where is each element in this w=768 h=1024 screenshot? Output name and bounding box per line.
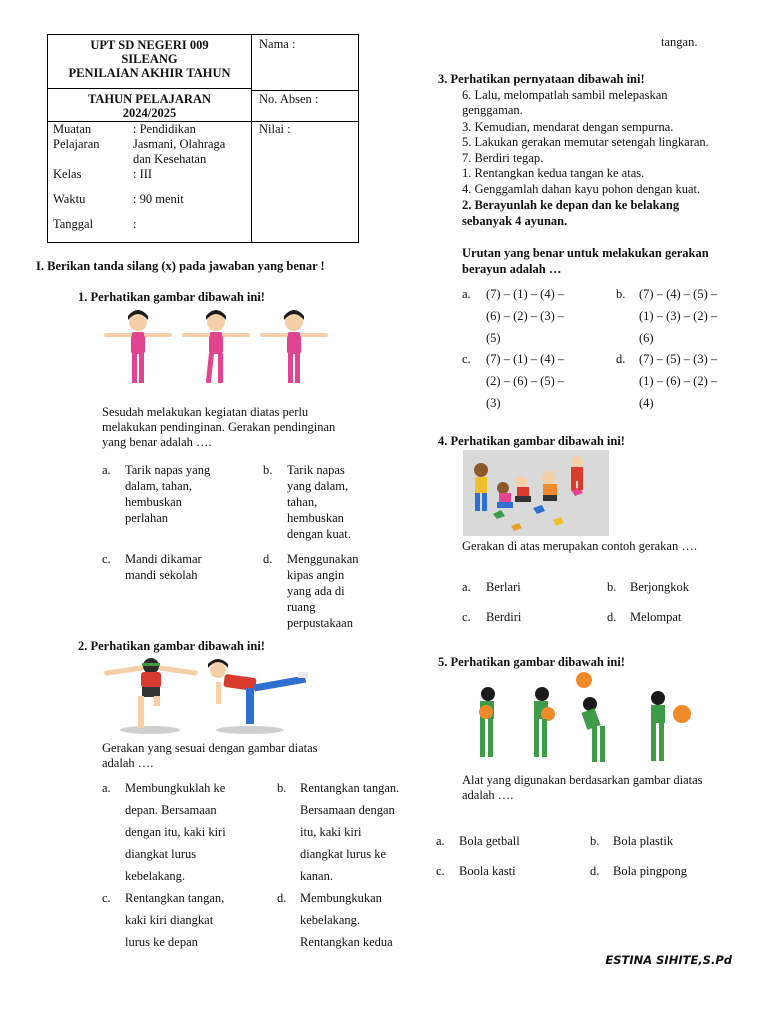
option-line: (7) – (5) – (3) – — [639, 352, 718, 366]
q3-option-d-letter[interactable]: d. — [616, 352, 626, 366]
school-name: UPT SD NEGERI 009 — [90, 38, 209, 52]
option-line: Rentangkan tangan, — [125, 891, 225, 905]
q5-option-d[interactable]: Bola pingpong — [613, 864, 687, 878]
q5-option-c[interactable]: Boola kasti — [459, 864, 516, 878]
kelas-label: Kelas — [53, 167, 82, 181]
q2-text: adalah …. — [102, 756, 154, 770]
q5-option-a-letter[interactable]: a. — [436, 834, 445, 848]
option-line: dengan itu, kaki kiri — [125, 825, 226, 839]
q2-text: Gerakan yang sesuai dengan gambar diatas — [102, 741, 318, 755]
q4-option-b-letter[interactable]: b. — [607, 580, 617, 594]
q4-option-c[interactable]: Berdiri — [486, 610, 522, 624]
q4-option-a-letter[interactable]: a. — [462, 580, 471, 594]
option-line: kanan. — [300, 869, 333, 883]
q3-option-d[interactable] — [639, 348, 717, 414]
section-instruction: I. Berikan tanda silang (x) pada jawaban yang benar ! — [36, 259, 325, 273]
option-line: Membungkukan — [300, 891, 382, 905]
option-line: mandi sekolah — [125, 568, 198, 582]
q2-option-d-continued: tangan. — [661, 35, 698, 49]
option-line: hembuskan — [125, 495, 182, 509]
child-figure-balance — [104, 658, 198, 728]
option-line: yang ada di — [287, 584, 345, 598]
q3-statement: genggaman. — [462, 103, 523, 117]
option-line: (7) – (4) – (5) – — [639, 287, 718, 301]
option-line: itu, kaki kiri — [300, 825, 362, 839]
q3-option-c-letter[interactable]: c. — [462, 352, 471, 366]
child-figure — [542, 471, 557, 501]
q3-statement: 3. Kemudian, mendarat dengan sempurna. — [462, 120, 674, 134]
option-line: diangkat lurus ke — [300, 847, 387, 861]
q1-option-a[interactable] — [125, 462, 210, 526]
muatan-value: : Pendidikan — [133, 122, 196, 136]
q5-option-c-letter[interactable]: c. — [436, 864, 445, 878]
q2-option-c[interactable] — [125, 887, 224, 953]
child-figure — [182, 310, 250, 383]
q3-option-b-letter[interactable]: b. — [616, 287, 626, 301]
q5-text: adalah …. — [462, 788, 514, 802]
option-line: diangkat lurus — [125, 847, 197, 861]
q1-text: melakukan pendinginan. Gerakan pendinginan — [102, 420, 336, 434]
q3-option-b[interactable] — [639, 283, 717, 349]
q2-option-a-letter[interactable]: a. — [102, 781, 111, 795]
school-location: SILEANG — [121, 52, 178, 66]
pelajaran-label: Pelajaran — [53, 137, 100, 151]
q4-option-b[interactable]: Berjongkok — [630, 580, 690, 594]
option-line: (4) — [639, 396, 654, 410]
q5-option-d-letter[interactable]: d. — [590, 864, 600, 878]
option-line: Menggunakan — [287, 552, 359, 566]
header-rule — [48, 121, 358, 122]
option-line: kaki kiri diangkat — [125, 913, 214, 927]
option-line: Rentangkan tangan. — [300, 781, 400, 795]
q3-statement: 6. Lalu, melompatlah sambil melepaskan — [462, 88, 668, 102]
header-rule — [48, 88, 251, 89]
q1-title: 1. Perhatikan gambar dibawah ini! — [78, 290, 265, 304]
q4-jumping-illustration — [463, 450, 609, 536]
waktu-value: : 90 menit — [133, 192, 184, 206]
child-figure-balance — [208, 659, 308, 724]
absen-field[interactable]: No. Absen : — [259, 92, 319, 106]
q2-option-a[interactable] — [125, 777, 226, 887]
q3-option-a[interactable] — [486, 283, 564, 349]
waktu-label: Waktu — [53, 192, 86, 206]
header-rule — [251, 90, 358, 91]
q3-statement: 7. Berdiri tegap. — [462, 151, 544, 165]
q4-text: Gerakan di atas merupakan contoh gerakan …. — [462, 539, 697, 553]
q1-option-c[interactable] — [125, 551, 202, 583]
option-line: (6) – (2) – (3) – — [486, 309, 565, 323]
option-line: (6) — [639, 331, 654, 345]
option-line: (7) – (1) – (4) – — [486, 352, 565, 366]
option-line: (2) – (6) – (5) – — [486, 374, 565, 388]
q5-text: Alat yang digunakan berdasarkan gambar diatas — [462, 773, 703, 787]
q1-option-b-letter[interactable]: b. — [263, 463, 273, 477]
q1-text: Sesudah melakukan kegiatan diatas perlu — [102, 405, 309, 419]
q1-option-b[interactable] — [287, 462, 351, 542]
q3-statement: 1. Rentangkan kedua tangan ke atas. — [462, 166, 645, 180]
muatan-label: Muatan — [53, 122, 92, 136]
exam-title: PENILAIAN AKHIR TAHUN — [68, 66, 231, 80]
q2-title: 2. Perhatikan gambar dibawah ini! — [78, 639, 265, 653]
tanggal-label: Tanggal — [53, 217, 94, 231]
option-line: dengan kuat. — [287, 527, 351, 541]
q5-ball-illustration — [466, 670, 698, 770]
option-line: kipas angin — [287, 568, 345, 582]
child-figure-with-ball — [479, 687, 495, 757]
nama-field[interactable]: Nama : — [259, 37, 296, 51]
option-line: depan. Bersamaan — [125, 803, 217, 817]
option-line: hembuskan — [287, 511, 344, 525]
q4-option-d-letter[interactable]: d. — [607, 610, 617, 624]
option-line: perlahan — [125, 511, 169, 525]
q4-option-c-letter[interactable]: c. — [462, 610, 471, 624]
child-figure — [104, 310, 172, 383]
option-line: Bersamaan dengan — [300, 803, 395, 817]
q2-option-d[interactable] — [300, 887, 393, 953]
q1-option-c-letter[interactable]: c. — [102, 552, 111, 566]
q4-option-d[interactable]: Melompat — [630, 610, 682, 624]
option-line: (1) – (3) – (2) – — [639, 309, 718, 323]
kelas-value: : III — [133, 167, 153, 181]
q2-balance-illustration — [100, 654, 318, 736]
author-signature: ESTINA SIHITE,S.Pd — [605, 953, 732, 967]
option-line: Rentangkan kedua — [300, 935, 393, 949]
q3-option-a-letter[interactable]: a. — [462, 287, 471, 301]
q5-option-b-letter[interactable]: b. — [590, 834, 600, 848]
q1-exercise-illustration — [100, 306, 330, 390]
q3-title: 3. Perhatikan pernyataan dibawah ini! — [438, 72, 645, 86]
option-line: tahan, — [287, 495, 318, 509]
option-line: perpustakaan — [287, 616, 353, 630]
q5-title: 5. Perhatikan gambar dibawah ini! — [438, 655, 625, 669]
q2-option-d-letter[interactable]: d. — [277, 891, 287, 905]
q1-option-a-letter[interactable]: a. — [102, 463, 111, 477]
q3-prompt: berayun adalah … — [462, 262, 562, 276]
child-figure-with-ball — [576, 672, 605, 762]
q1-option-d[interactable] — [287, 551, 359, 631]
child-figure-with-ball — [534, 687, 555, 757]
muatan-value: dan Kesehatan — [133, 152, 207, 166]
year-value: 2024/2025 — [122, 106, 177, 120]
q3-option-c[interactable] — [486, 348, 564, 414]
q4-title: 4. Perhatikan gambar dibawah ini! — [438, 434, 625, 448]
q3-statement: sebanyak 4 ayunan. — [462, 214, 568, 228]
option-line: (3) — [486, 396, 501, 410]
tanggal-value: : — [133, 217, 137, 231]
q1-option-d-letter[interactable]: d. — [263, 552, 273, 566]
option-line: Mandi dikamar — [125, 552, 202, 566]
q5-option-b[interactable]: Bola plastik — [613, 834, 674, 848]
header-divider — [251, 35, 252, 242]
q3-statement: 4. Genggamlah dahan kayu pohon dengan kuat. — [462, 182, 701, 196]
q2-option-b[interactable] — [300, 777, 399, 887]
child-figure — [260, 310, 328, 383]
option-line: kebelakang. — [125, 869, 186, 883]
q4-option-a[interactable]: Berlari — [486, 580, 521, 594]
q3-statement: 2. Berayunlah ke depan dan ke belakang — [462, 198, 680, 212]
option-line: dalam, tahan, — [125, 479, 192, 493]
option-line: Tarik napas yang — [125, 463, 211, 477]
header-table — [47, 34, 359, 243]
q5-option-a[interactable]: Bola getball — [459, 834, 520, 848]
option-line: yang dalam, — [287, 479, 349, 493]
q2-option-c-letter[interactable]: c. — [102, 891, 111, 905]
option-line: (5) — [486, 331, 501, 345]
q2-option-b-letter[interactable]: b. — [277, 781, 287, 795]
q3-prompt: Urutan yang benar untuk melakukan gerakan — [462, 246, 709, 260]
q3-statement: 5. Lakukan gerakan memutar setengah lingkaran. — [462, 135, 709, 149]
option-line: lurus ke depan — [125, 935, 198, 949]
option-line: Membungkuklah ke — [125, 781, 226, 795]
option-line: ruang — [287, 600, 316, 614]
option-line: kebelakang. — [300, 913, 361, 927]
q1-text: yang benar adalah …. — [102, 435, 212, 449]
option-line: (7) – (1) – (4) – — [486, 287, 565, 301]
option-line: (1) – (6) – (2) – — [639, 374, 718, 388]
nilai-field[interactable]: Nilai : — [259, 122, 291, 136]
option-line: Tarik napas — [287, 463, 345, 477]
child-figure-with-ball — [651, 691, 691, 761]
muatan-value: Jasmani, Olahraga — [133, 137, 226, 151]
year-label: TAHUN PELAJARAN — [87, 92, 212, 106]
